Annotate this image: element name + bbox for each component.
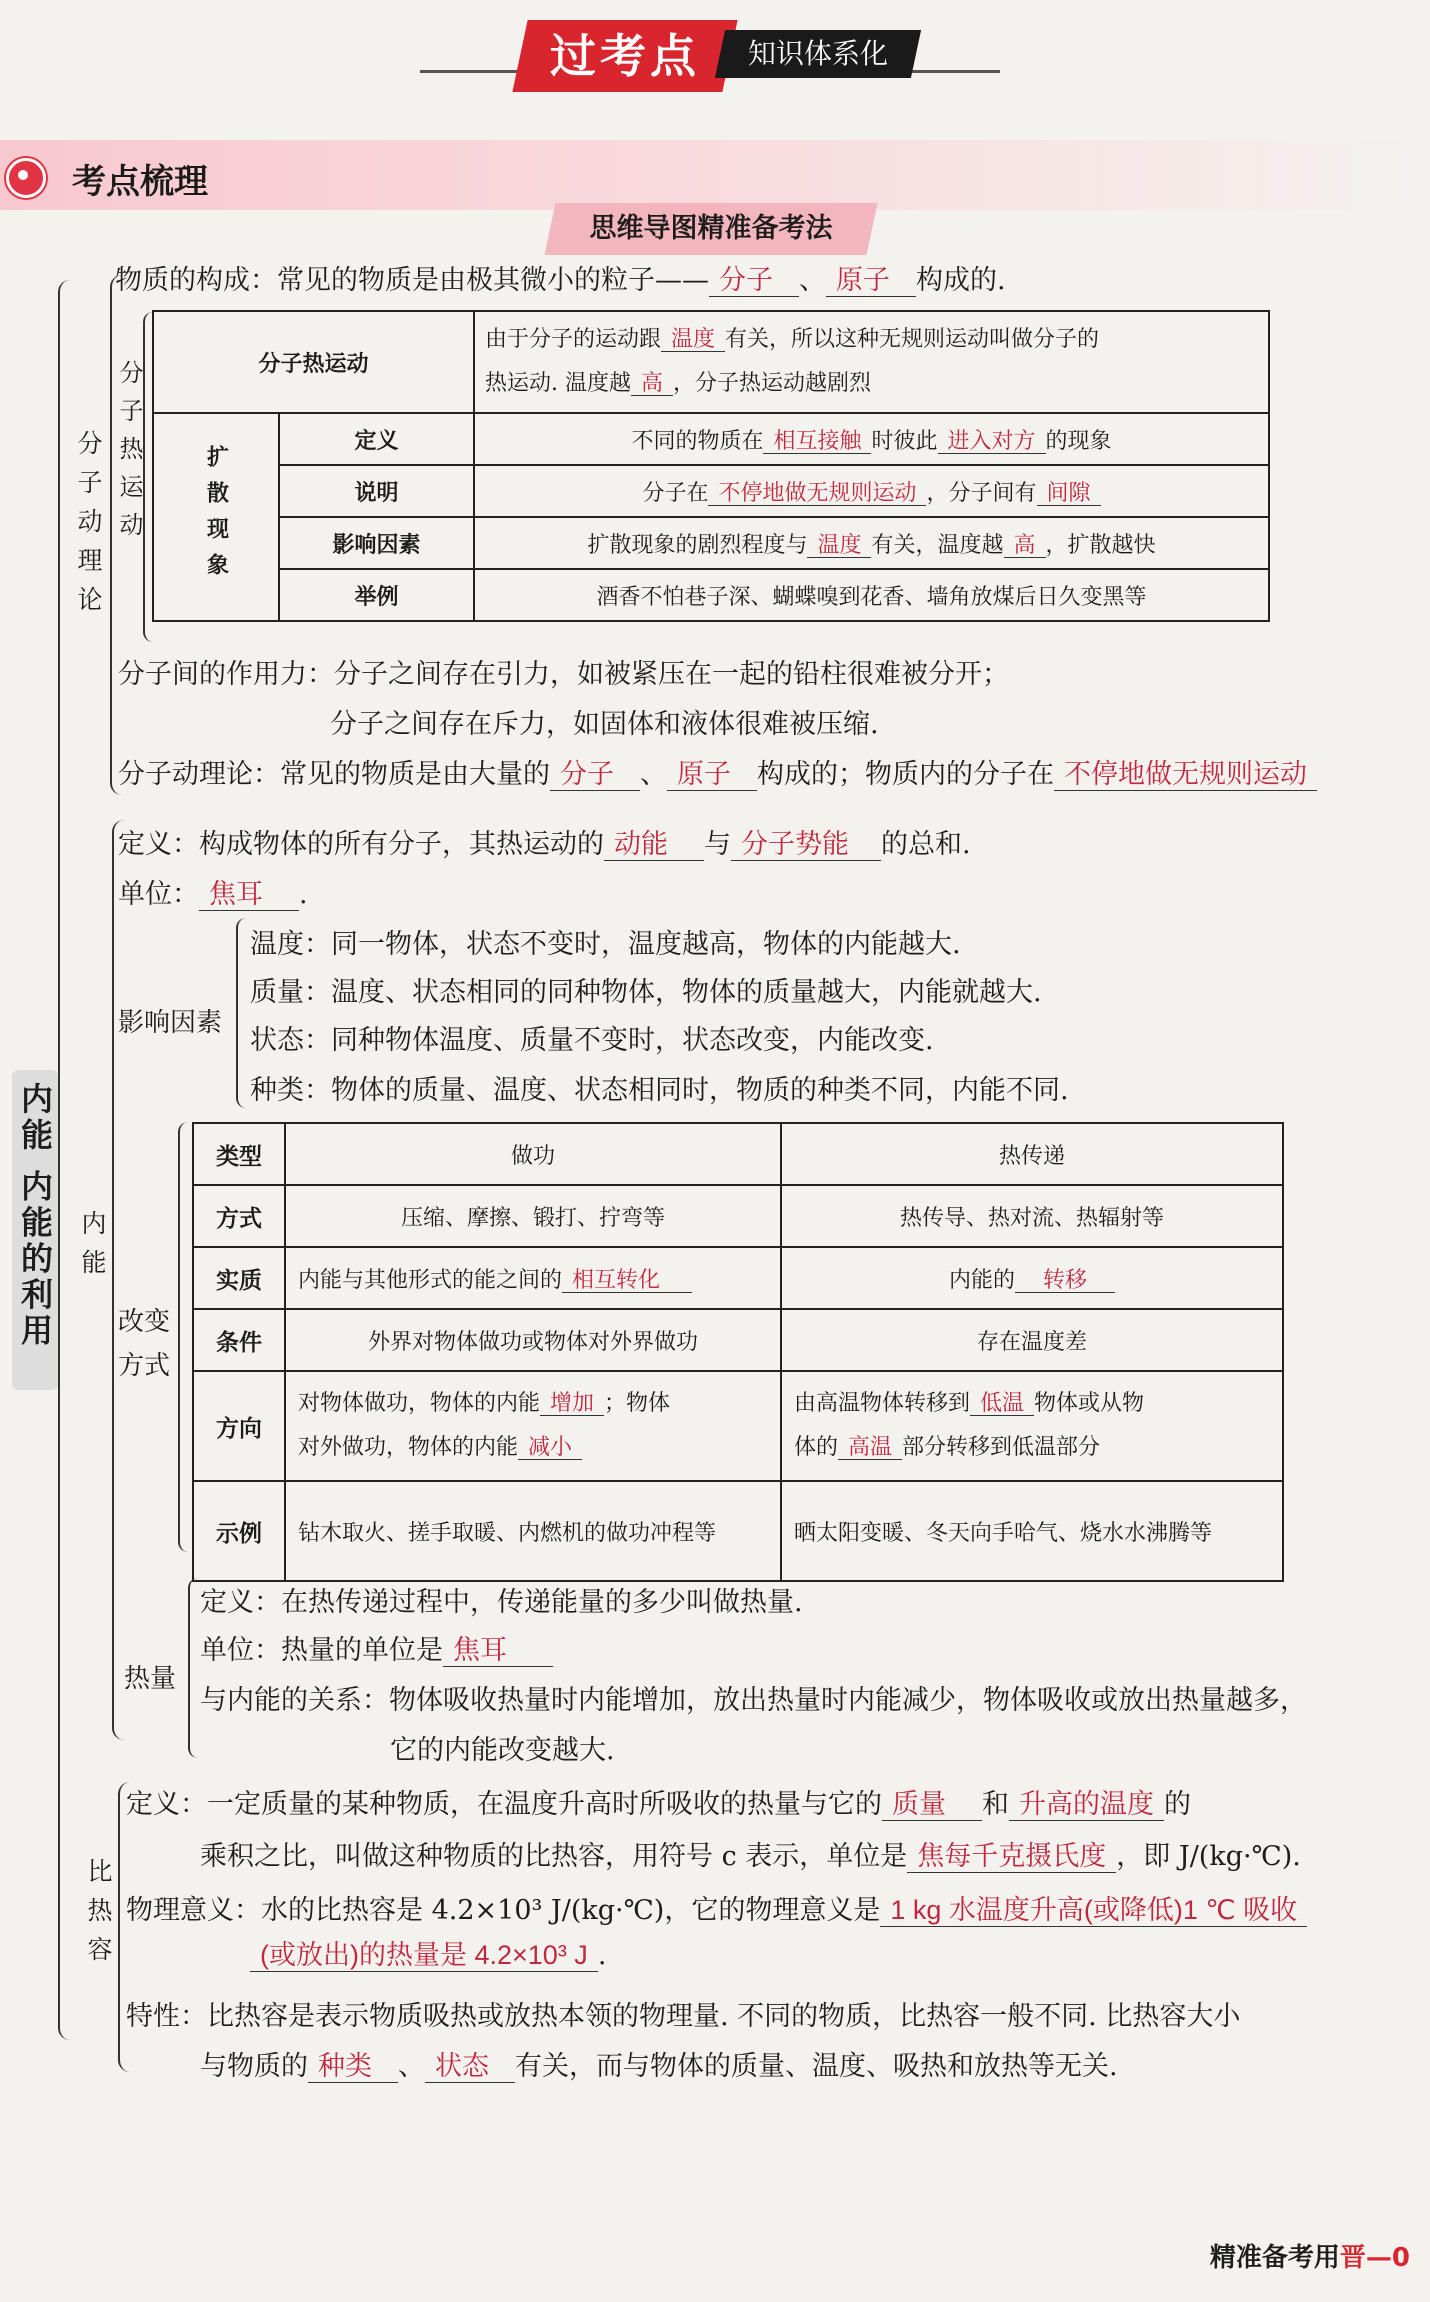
section-title: 考点梳理 (72, 162, 208, 202)
heat-label: 热量 (124, 1664, 177, 1694)
method-label: 方式 (193, 1185, 285, 1247)
shc-meaning-2: (或放出)的热量是 4.2×10³ J . (250, 1940, 606, 1972)
heat-relation-2: 它的内能改变越大. (390, 1735, 615, 1766)
main-topic-tab: 内能 内能的利用 (12, 1070, 58, 1390)
shc-char-2: 与物质的 种类 、 状态 有关，而与物体的质量、温度、吸热和放热等无关. (200, 2051, 1118, 2082)
heat-brace (188, 1578, 198, 1758)
molecular-motion-table (152, 310, 1270, 622)
heat-method: 热传导、热对流、热辐射等 (781, 1185, 1283, 1247)
direction-label: 方向 (193, 1371, 285, 1481)
work-direction: 对物体做功，物体的内能 增加 ；物体 对外做功，物体的内能 减小 (285, 1371, 781, 1481)
work-essence: 内能与其他形式的能之间的 相互转化 (285, 1247, 781, 1309)
main-brace (58, 280, 70, 2040)
molecular-theory-label: 分子动理论 (74, 430, 103, 625)
diffusion-exp: 分子在 不停地做无规则运动 ，分子间有 间隙 (474, 465, 1269, 517)
heat-essence: 内能的 转移 (781, 1247, 1283, 1309)
header-tag: 知识体系化 (715, 30, 921, 78)
matter-line: 物质的构成：常见的物质是由极其微小的粒子—— 分子 、 原子 构成的. (115, 265, 1006, 296)
force-line-2: 分子之间存在斥力，如固体和液体很难被压缩. (330, 709, 879, 740)
ie-unit-line: 单位： 焦耳 . (118, 879, 308, 910)
diffusion-factor: 扩散现象的剧烈程度与 温度 有关，温度越 高 ，扩散越快 (474, 517, 1269, 569)
heat-unit: 单位：热量的单位是 焦耳 (200, 1628, 553, 1667)
work-condition: 外界对物体做功或物体对外界做功 (285, 1309, 781, 1371)
ie-def-line: 定义：构成物体的所有分子，其热运动的 动能 与 分子势能 的总和. (118, 829, 971, 860)
change-brace (178, 1122, 188, 1552)
heat-condition: 存在温度差 (781, 1309, 1283, 1371)
thermal-motion-desc: 由于分子的运动跟 温度 有关，所以这种无规则运动叫做分子的 热运动. 温度越 高 ，分子热运动越剧烈 (474, 311, 1269, 413)
factor-temperature: 温度：同一物体，状态不变时，温度越高，物体的内能越大. (250, 929, 961, 960)
diffusion-cell: 扩散现象 (153, 413, 279, 621)
theory-line: 分子动理论：常见的物质是由大量的 分子 、 原子 构成的；物质内的分子在 不停地做无规则运动 (118, 752, 1317, 791)
factor-state: 状态：同种物体温度、质量不变时，状态改变，内能改变. (250, 1025, 934, 1056)
section-subtitle: 思维导图精准备考法 (544, 203, 877, 255)
diffusion-example-label: 举例 (279, 569, 474, 621)
influence-label: 影响因素 (118, 1008, 223, 1038)
diffusion-def-label: 定义 (279, 413, 474, 465)
type-header: 类型 (193, 1123, 285, 1185)
heat-direction: 由高温物体转移到 低温 物体或从物 体的 高温 部分转移到低温部分 (781, 1371, 1283, 1481)
diffusion-exp-label: 说明 (279, 465, 474, 517)
section-band (0, 140, 1430, 210)
force-line-1: 分子间的作用力：分子之间存在引力，如被紧压在一起的铅柱很难被分开； (118, 659, 1009, 690)
shc-def-1: 定义：一定质量的某种物质，在温度升高时所吸收的热量与它的 质量 和 升高的温度 的 (126, 1789, 1191, 1820)
header-badge: 过考点 (512, 20, 737, 92)
work-method: 压缩、摩擦、锻打、拧弯等 (285, 1185, 781, 1247)
specific-heat-label: 比热容 (84, 1858, 113, 1975)
shc-def-2: 乘积之比，叫做这种物质的比热容，用符号 c 表示，单位是 焦每千克摄氏度 ，即 J/(kg·℃). (200, 1841, 1301, 1872)
internal-energy-label: 内能 (78, 1210, 107, 1288)
heat-def: 定义：在热传递过程中，传递能量的多少叫做热量. (200, 1587, 803, 1618)
factor-kind: 种类：物体的质量、温度、状态相同时，物质的种类不同，内能不同. (250, 1075, 1069, 1106)
heat-transfer-header: 热传递 (781, 1123, 1283, 1185)
diffusion-def: 不同的物质在 相互接触 时彼此 进入对方 的现象 (474, 413, 1269, 465)
work-example: 钻木取火、搓手取暖、内燃机的做功冲程等 (285, 1481, 781, 1581)
page-footer: 精准备考用晋—0 (1209, 2243, 1410, 2273)
diffusion-example: 酒香不怕巷子深、蝴蝶嗅到花香、墙角放煤后日久变黑等 (474, 569, 1269, 621)
thermal-motion-cell: 分子热运动 (153, 311, 474, 413)
shc-char-1: 特性：比热容是表示物质吸热或放热本领的物理量. 不同的物质，比热容一般不同. 比热容大小 (126, 2001, 1241, 2032)
condition-label: 条件 (193, 1309, 285, 1371)
diffusion-factor-label: 影响因素 (279, 517, 474, 569)
change-ways-table (192, 1122, 1284, 1582)
essence-label: 实质 (193, 1247, 285, 1309)
example-label: 示例 (193, 1481, 285, 1581)
heat-relation-1: 与内能的关系：物体吸收热量时内能增加，放出热量时内能减少，物体吸收或放出热量越多， (200, 1685, 1307, 1716)
influence-brace (236, 918, 246, 1108)
factor-mass: 质量：温度、状态相同的同种物体，物体的质量越大，内能就越大. (250, 977, 1042, 1008)
heat-example: 晒太阳变暖、冬天向手哈气、烧水水沸腾等 (781, 1481, 1283, 1581)
target-icon (6, 158, 46, 198)
ie-brace (112, 820, 124, 1740)
shc-meaning-1: 物理意义：水的比热容是 4.2×10³ J/(kg·℃)，它的物理意义是 1 kg 水温度升高(或降低)1 ℃ 吸收 (126, 1888, 1307, 1927)
work-header: 做功 (285, 1123, 781, 1185)
thermal-motion-label: 分子热运动 (115, 360, 143, 550)
change-ways-label: 改变方式 (118, 1307, 171, 1381)
